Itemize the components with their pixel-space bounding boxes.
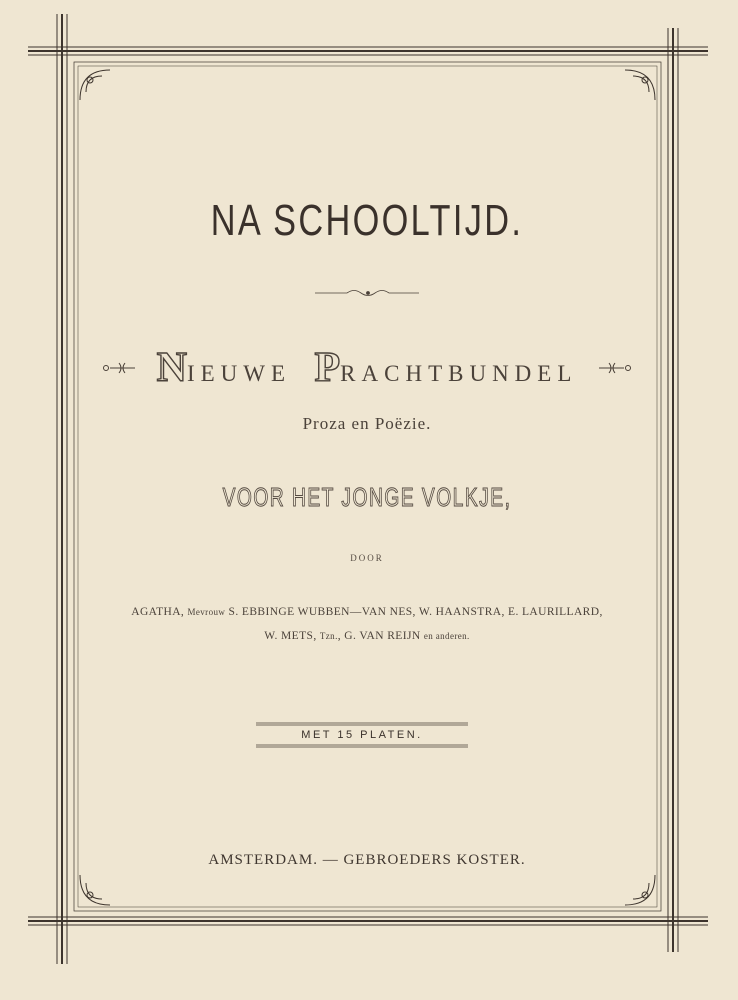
subtitle-word1-rest: IEUWE [186,361,292,386]
flourish-right-icon [597,360,633,376]
plates-label: MET 15 PLATEN. [301,729,423,741]
flourish-left-icon [101,360,137,376]
audience-line: VOOR HET JONGE VOLKJE, [222,482,512,512]
door-label: DOOR [350,553,384,563]
subtitle-initial-p: P [314,345,341,391]
authors-line-1: AGATHA, Mevrouw S. EBBINGE WUBBEN—VAN NES, W. HAANSTRA, E. LAURILLARD, [131,606,603,618]
subtitle [157,344,578,392]
publisher-line: AMSTERDAM. — GEBROEDERS KOSTER. [208,852,526,868]
divider-ornament [72,286,662,300]
authors-block [72,600,662,648]
subtitle-row [72,343,662,393]
genre-line: Proza en Poëzie. [302,414,432,433]
subtitle-initial-n: N [156,345,187,391]
authors-line-2: W. METS, Tzn., G. VAN REIJN en anderen. [264,630,470,642]
book-title: NA SCHOOLTIJD. [210,196,524,245]
plates-box [256,721,468,749]
subtitle-word2-rest: RACHTBUNDEL [340,361,578,386]
